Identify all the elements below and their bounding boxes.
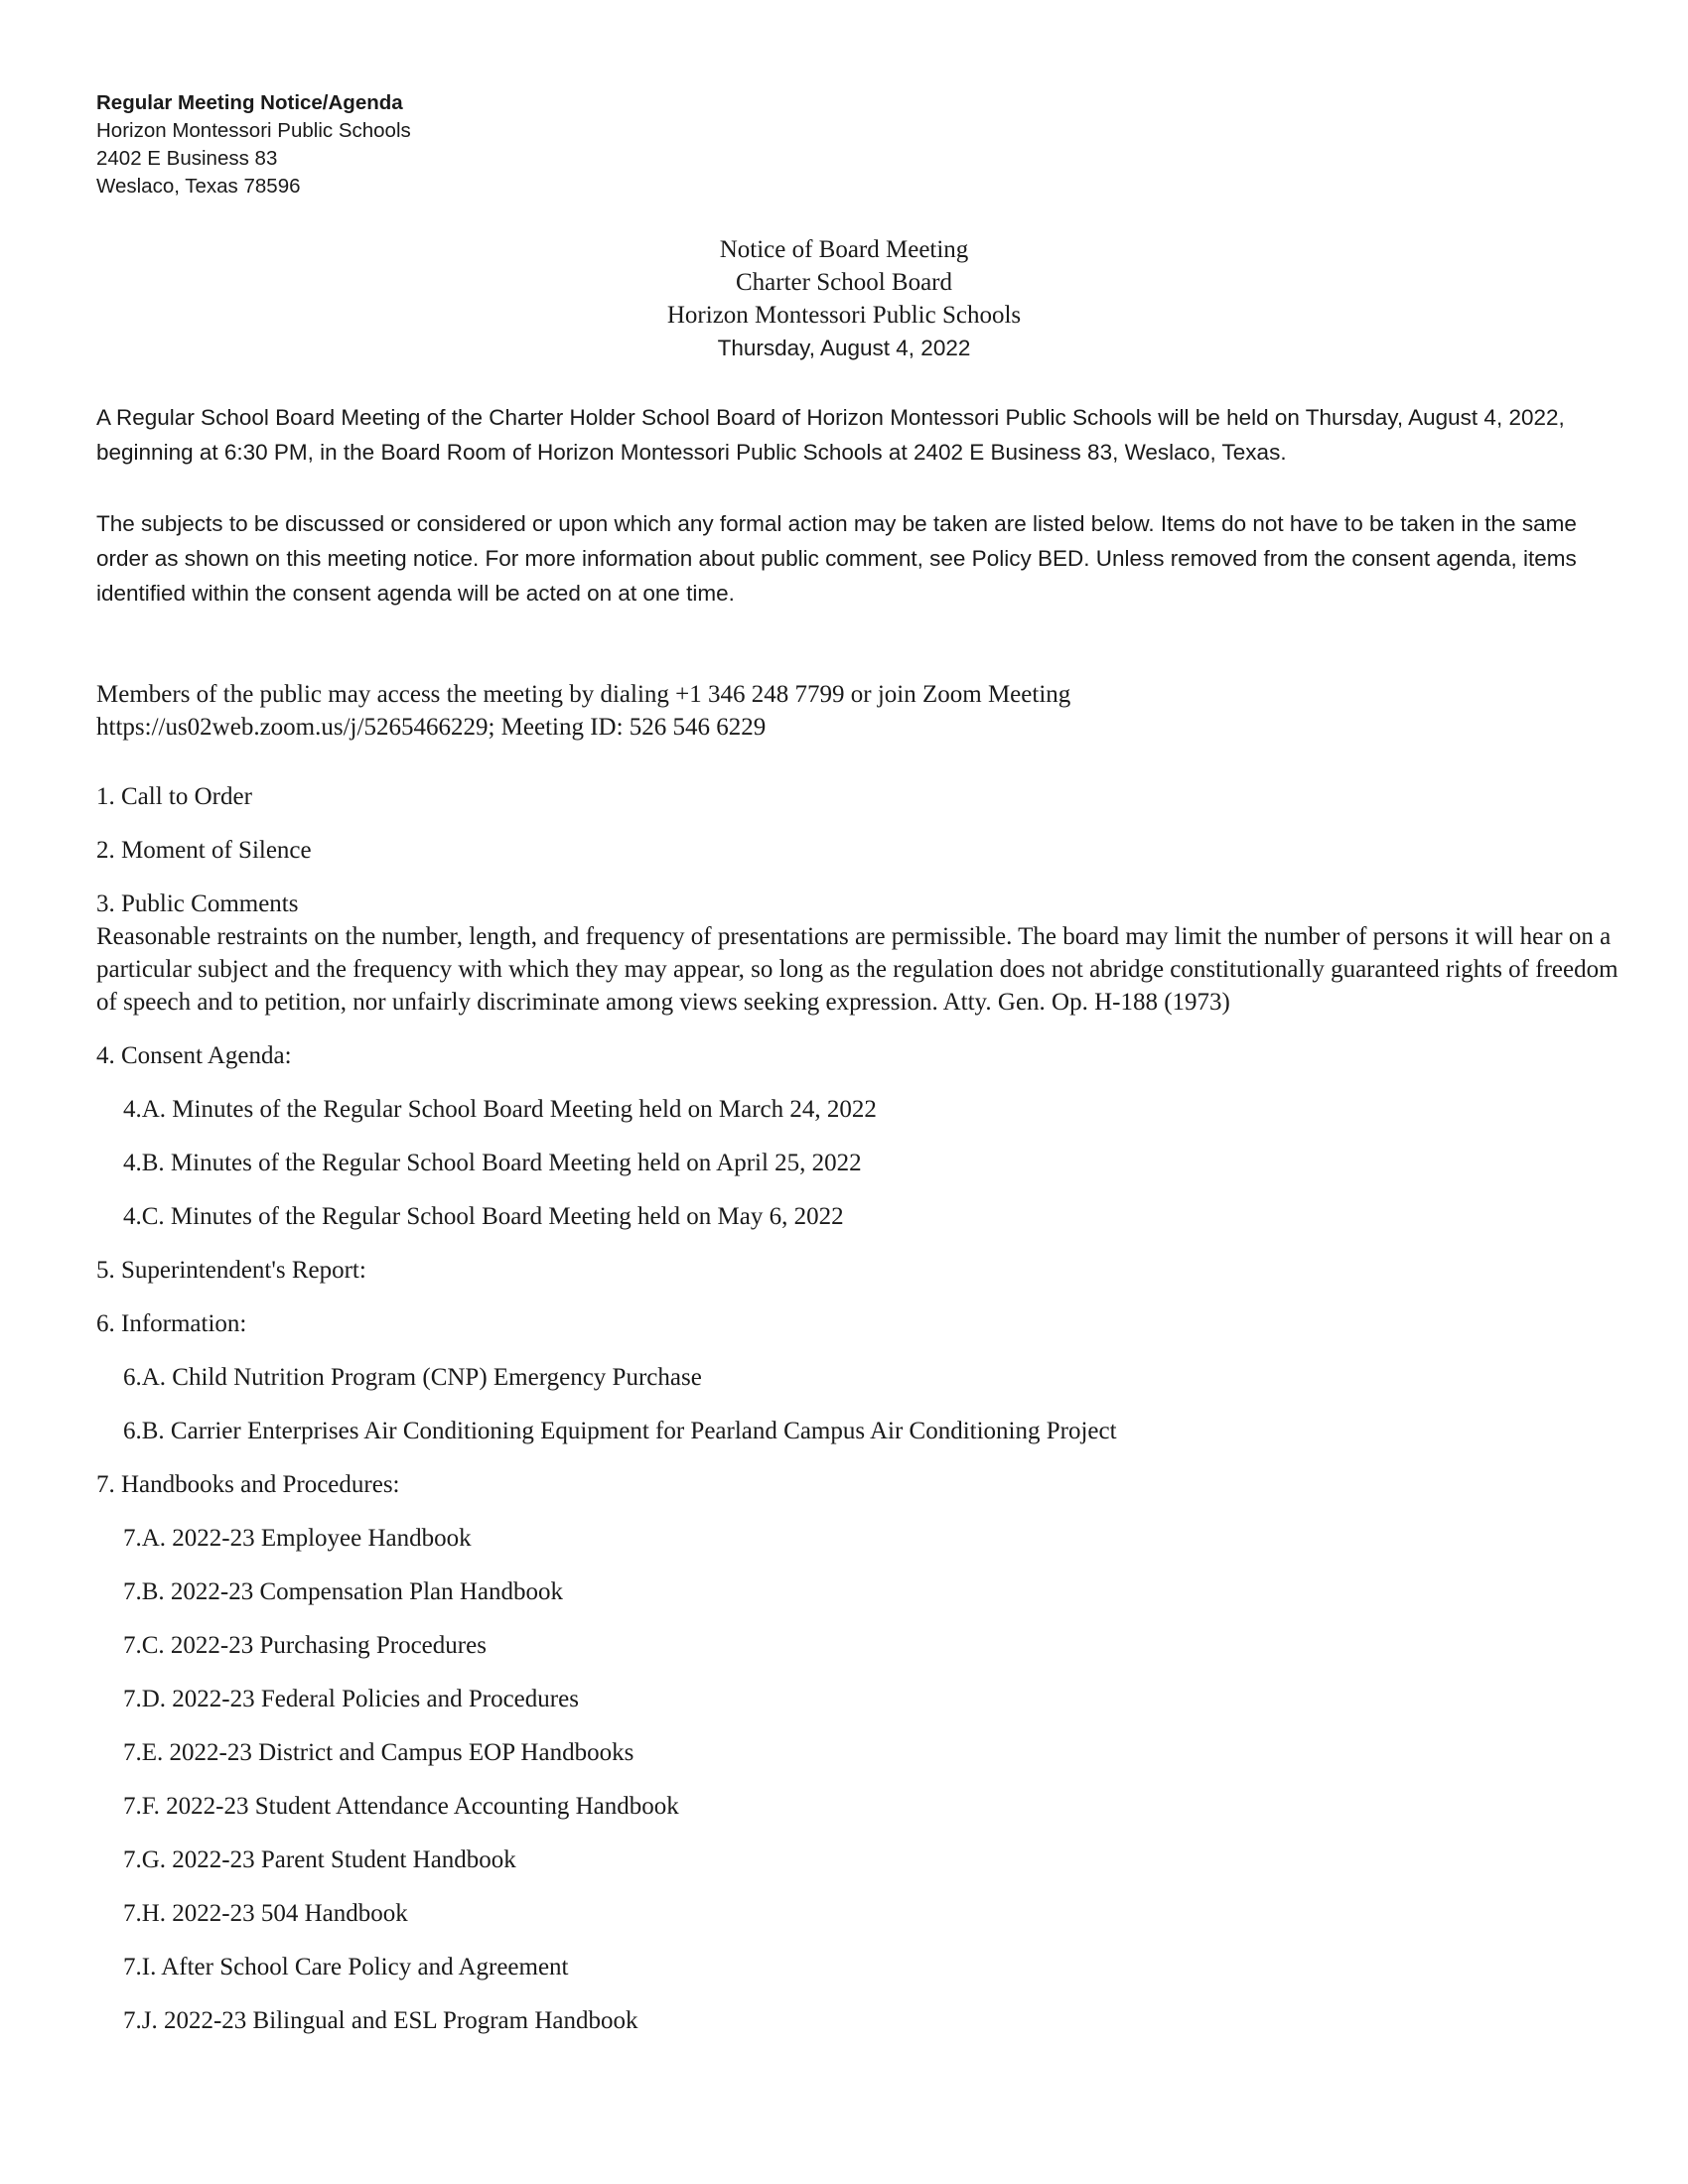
notice-heading: Notice of Board Meeting (719, 236, 969, 263)
agenda-subitem-7e: 7.E. 2022-23 District and Campus EOP Handbooks (123, 1739, 634, 1766)
agenda-subitem-7b: 7.B. 2022-23 Compensation Plan Handbook (123, 1578, 564, 1605)
agenda-subitem-6a: 6.A. Child Nutrition Program (CNP) Emergency Purchase (123, 1364, 702, 1391)
agenda-item-consent-agenda: 4. Consent Agenda: (96, 1042, 292, 1069)
agenda-item-public-comments (96, 887, 1630, 1019)
agenda-item-superintendent-report: 5. Superintendent's Report: (96, 1257, 366, 1284)
agenda-item-label: 3. Public Comments (96, 890, 299, 917)
agenda-subitem-6b: 6.B. Carrier Enterprises Air Conditioning Equipment for Pearland Campus Air Conditioning Project (123, 1418, 1117, 1444)
agenda-subitem-7d: 7.D. 2022-23 Federal Policies and Procedures (123, 1686, 579, 1712)
agenda-subitem-7a: 7.A. 2022-23 Employee Handbook (123, 1525, 472, 1552)
meeting-date: Thursday, August 4, 2022 (717, 336, 971, 360)
organization-name: Horizon Montessori Public Schools (96, 119, 411, 142)
public-access-info (96, 678, 1625, 744)
agenda-subitem-7g: 7.G. 2022-23 Parent Student Handbook (123, 1846, 516, 1873)
public-comments-note: Reasonable restraints on the number, length, and frequency of presentations are permissible. The board may limit the number of persons it will hear on a particular subject and the frequency with which they may appear, so long as the regulation does not abridge constitutionally guaranteed rights of freedom of speech and to petition, nor unfairly discriminate among views seeking expression. Atty. Gen. Op. H-188 (1973) (96, 923, 1618, 1016)
document-title: Regular Meeting Notice/Agenda (96, 91, 403, 114)
address-line-2: Weslaco, Texas 78596 (96, 175, 301, 198)
agenda-subitem-7h: 7.H. 2022-23 504 Handbook (123, 1900, 408, 1927)
agenda-subitem-7i: 7.I. After School Care Policy and Agreement (123, 1954, 569, 1980)
agenda-subitem-7c: 7.C. 2022-23 Purchasing Procedures (123, 1632, 487, 1659)
subjects-paragraph: The subjects to be discussed or considered or upon which any formal action may be taken are listed below. Items do not have to be taken in the same order as shown on this meeting notice. For more information about public comment, see Policy BED. Unless removed from the consent agenda, items identified within the consent agenda will be acted on at one time. (96, 511, 1577, 606)
meeting-announcement-paragraph: A Regular School Board Meeting of the Charter Holder School Board of Horizon Montessori Public Schools will be held on Thursday, August 4, 2022, beginning at 6:30 PM, in the Board Room of Horizon Montessori Public Schools at 2402 E Business 83, Weslaco, Texas. (96, 405, 1565, 465)
agenda-subitem-7f: 7.F. 2022-23 Student Attendance Accounting Handbook (123, 1793, 679, 1820)
agenda-list (96, 780, 1630, 2058)
zoom-link[interactable]: https://us02web.zoom.us/j/5265466229; Meeting ID: 526 546 6229 (96, 714, 767, 741)
school-name: Horizon Montessori Public Schools (666, 302, 1022, 329)
document-header (96, 89, 791, 201)
agenda-subitem-4a: 4.A. Minutes of the Regular School Board Meeting held on March 24, 2022 (123, 1096, 877, 1123)
agenda-item-call-to-order: 1. Call to Order (96, 783, 252, 810)
address-line-1: 2402 E Business 83 (96, 147, 278, 170)
agenda-subitem-7j: 7.J. 2022-23 Bilingual and ESL Program Handbook (123, 2007, 638, 2034)
agenda-subitem-4b: 4.B. Minutes of the Regular School Board Meeting held on April 25, 2022 (123, 1150, 862, 1176)
agenda-item-moment-of-silence: 2. Moment of Silence (96, 837, 312, 864)
board-name: Charter School Board (735, 269, 952, 296)
agenda-item-handbooks: 7. Handbooks and Procedures: (96, 1471, 400, 1498)
agenda-subitem-4c: 4.C. Minutes of the Regular School Board Meeting held on May 6, 2022 (123, 1203, 844, 1230)
dial-in-line: Members of the public may access the meeting by dialing +1 346 248 7799 or join Zoom Meeting (96, 681, 1071, 708)
agenda-item-information: 6. Information: (96, 1310, 247, 1337)
notice-block (0, 233, 1688, 364)
